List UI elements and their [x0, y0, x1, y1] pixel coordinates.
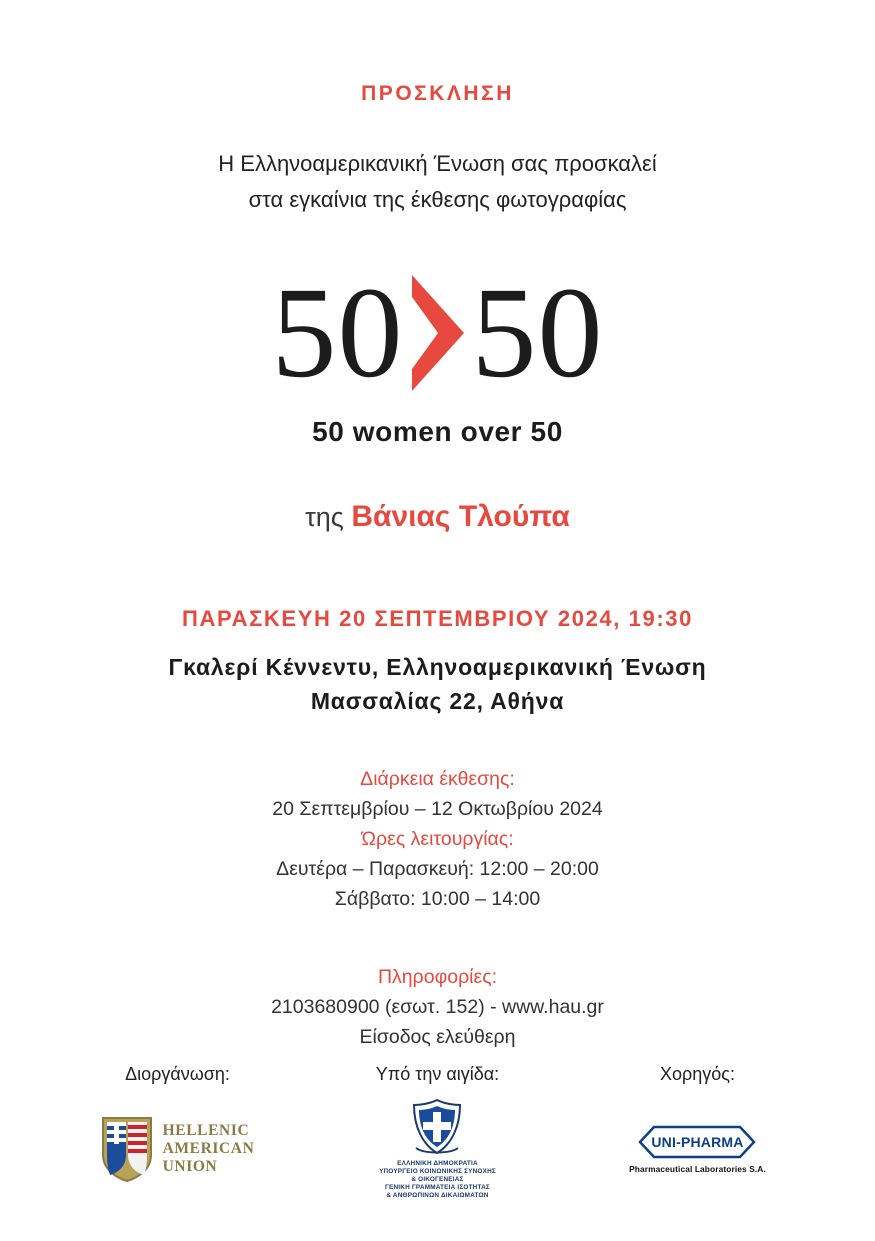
ministry-line-2: ΥΠΟΥΡΓΕΙΟ ΚΟΙΝΩΝΙΚΗΣ ΣΥΝΟΧΗΣ [379, 1168, 496, 1175]
unipharma-logo [588, 1103, 808, 1195]
sponsor-supporter [588, 1064, 808, 1195]
info-contact[interactable]: 2103680900 (εσωτ. 152) - www.hau.gr [271, 996, 604, 1018]
unipharma-name: UNI-PHARMA [651, 1133, 744, 1150]
info-entrance: Είσοδος ελεύθερη [359, 1026, 516, 1048]
sponsor-caption: Χορηγός: [660, 1064, 735, 1084]
hau-line-1: HELLENIC [162, 1122, 250, 1139]
info-label: Πληροφορίες: [377, 966, 498, 988]
unipharma-badge [638, 1125, 756, 1159]
event-venue [0, 650, 875, 718]
logo-left-number: 50 [271, 261, 404, 405]
hours-weekdays: Δευτέρα – Παρασκευή: 12:00 – 20:00 [276, 858, 599, 880]
logo-5050 [271, 261, 604, 405]
chevron-right-icon [408, 273, 468, 393]
artist-name: Βάνιας Τλούπα [351, 500, 570, 533]
shield-icon [101, 1115, 153, 1183]
ministry-line-1: ΕΛΛΗΝΙΚΗ ΔΗΜΟΚΡΑΤΙΑ [397, 1160, 478, 1167]
artist-credit [0, 500, 875, 534]
hellenic-american-union-logo [68, 1103, 288, 1195]
logo-subtitle: 50 women over 50 [312, 416, 563, 447]
exhibition-logo [0, 261, 875, 405]
ministry-of-social-cohesion-logo [328, 1103, 548, 1199]
duration-label: Διάρκεια έκθεσης: [360, 768, 515, 790]
hours-label: Ώρες λειτουργίας: [361, 828, 514, 850]
contact-info [0, 962, 875, 1052]
venue-line-1: Γκαλερί Κέννεντυ, Ελληνοαμερικανική Ένωση [168, 654, 707, 680]
logo-right-number: 50 [471, 261, 604, 405]
hau-line-3: UNION [162, 1158, 218, 1175]
hours-saturday: Σάββατο: 10:00 – 14:00 [334, 888, 541, 910]
intro-text [0, 146, 875, 218]
sponsor-caption: Διοργάνωση: [125, 1064, 230, 1084]
sponsor-caption: Υπό την αιγίδα: [375, 1064, 500, 1084]
hau-line-2: AMERICAN [162, 1140, 255, 1157]
sponsor-auspices [328, 1064, 548, 1199]
sponsor-organizer [68, 1064, 288, 1195]
ministry-line-5: & ΑΝΘΡΩΠΙΝΩΝ ΔΙΚΑΙΩΜΑΤΩΝ [386, 1192, 489, 1199]
duration-value: 20 Σεπτεμβρίου – 12 Οκτωβρίου 2024 [272, 798, 603, 820]
venue-line-2: Μασσαλίας 22, Αθήνα [310, 688, 565, 714]
exhibition-details [0, 764, 875, 914]
ministry-line-4: ΓΕΝΙΚΗ ΓΡΑΜΜΑΤΕΙΑ ΙΣΟΤΗΤΑΣ [384, 1184, 490, 1191]
ministry-line-3: & ΟΙΚΟΓΕΝΕΙΑΣ [411, 1176, 464, 1183]
event-datetime: ΠΑΡΑΣΚΕΥΗ 20 ΣΕΠΤΕΜΒΡΙΟΥ 2024, 19:30 [182, 606, 693, 631]
artist-prefix: της [305, 502, 344, 532]
intro-line-1: Η Ελληνοαμερικανική Ένωση σας προσκαλεί [218, 151, 657, 176]
page-title: ΠΡΟΣΚΛΗΣΗ [361, 82, 514, 105]
unipharma-tagline: Pharmaceutical Laboratories S.A. [629, 1163, 766, 1174]
intro-line-2: στα εγκαίνια της έκθεσης φωτογραφίας [248, 187, 627, 212]
sponsors-row [0, 1064, 875, 1199]
greek-coat-of-arms-icon [410, 1098, 464, 1156]
